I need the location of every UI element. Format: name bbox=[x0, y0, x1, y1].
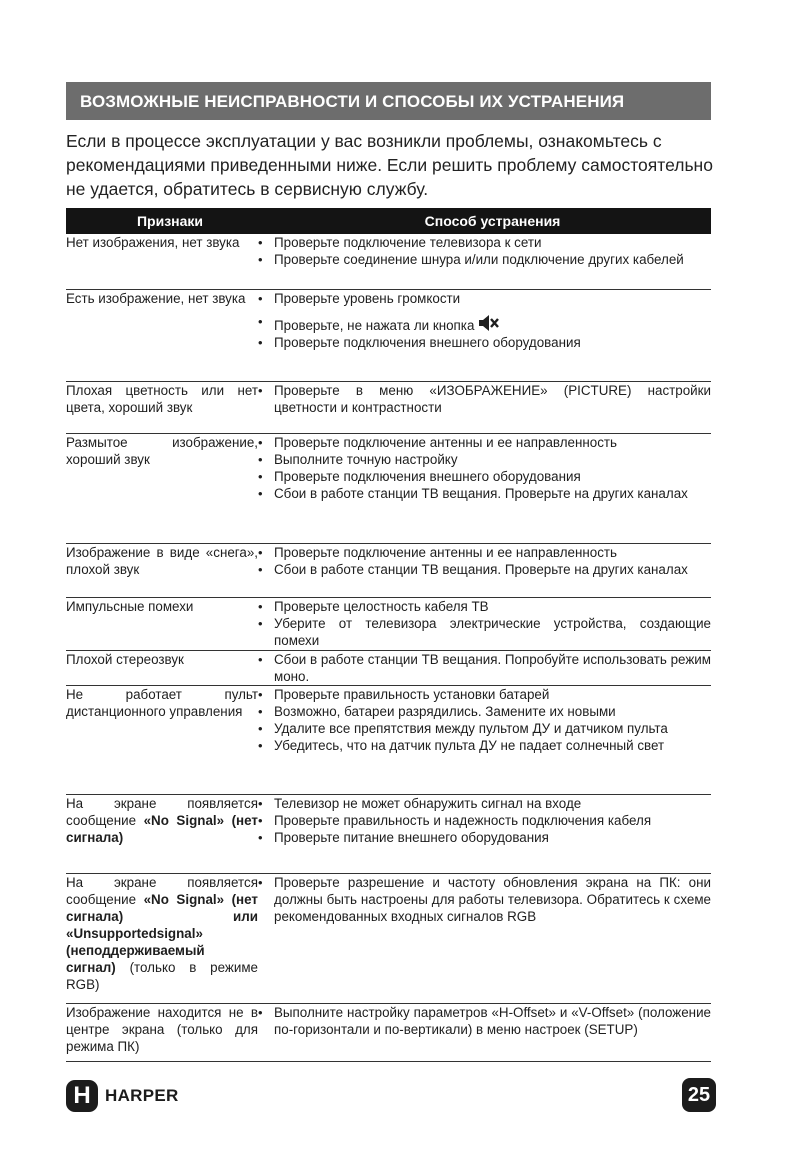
remedy-item: • Возможно, батареи разрядились. Замените их новыми bbox=[274, 703, 711, 720]
remedy-item: • Выполните настройку параметров «H-Offset» и «V-Offset» (положение по-горизонтали и по-вертикали) в меню настроек (SETUP) bbox=[274, 1004, 711, 1038]
table-row bbox=[66, 543, 711, 597]
table-row bbox=[66, 794, 711, 873]
logo-mark-icon: H bbox=[66, 1080, 98, 1112]
symptom-text: На экране появляется сообщение bbox=[66, 795, 258, 828]
symptom-cell bbox=[66, 794, 274, 873]
mute-icon bbox=[478, 313, 500, 333]
symptom-cell: Не работает пульт дистанционного управления bbox=[66, 685, 274, 794]
remedy-item: • Проверьте в меню «ИЗОБРАЖЕНИЕ» (PICTURE) настройки цветности и контрастности bbox=[274, 382, 711, 416]
symptom-text: (только в режиме RGB) bbox=[66, 959, 258, 992]
table-row bbox=[66, 433, 711, 543]
symptom-cell: Есть изображение, нет звука bbox=[66, 289, 274, 381]
symptom-cell: Плохая цветность или нет цвета, хороший звук bbox=[66, 381, 274, 433]
remedy-item: • Проверьте целостность кабеля ТВ bbox=[274, 598, 711, 615]
remedy-item: • Сбои в работе станции ТВ вещания. Попробуйте использовать режим моно. bbox=[274, 651, 711, 685]
remedy-item: • Проверьте подключения внешнего оборудования bbox=[274, 468, 711, 485]
symptom-cell: Изображение находится не в центре экрана (только для режима ПК) bbox=[66, 1003, 274, 1061]
section-title: ВОЗМОЖНЫЕ НЕИСПРАВНОСТИ И СПОСОБЫ ИХ УСТРАНЕНИЯ bbox=[66, 82, 711, 120]
symptom-cell: Размытое изображение, хороший звук bbox=[66, 433, 274, 543]
remedy-item: • Проверьте правильность и надежность подключения кабеля bbox=[274, 812, 711, 829]
remedy-item: • Проверьте подключение антенны и ее направленность bbox=[274, 434, 711, 451]
remedy-item: • Проверьте подключение телевизора к сети bbox=[274, 234, 711, 251]
table-row bbox=[66, 650, 711, 685]
remedy-item: • Проверьте разрешение и частоту обновления экрана на ПК: они должны быть настроены для работы телевизора. Обратитесь к схеме рекомендованных входных сигналов RGB bbox=[274, 874, 711, 925]
symptom-cell: Изображение в виде «снега», плохой звук bbox=[66, 543, 274, 597]
remedy-cell bbox=[274, 597, 711, 650]
header-symptoms: Признаки bbox=[66, 208, 274, 234]
brand-name: HARPER bbox=[105, 1086, 179, 1105]
remedy-cell bbox=[274, 650, 711, 685]
remedy-item: • Проверьте уровень громкости bbox=[274, 290, 711, 307]
remedy-cell bbox=[274, 794, 711, 873]
table-row bbox=[66, 289, 711, 381]
table-row bbox=[66, 873, 711, 1003]
remedy-item: • Телевизор не может обнаружить сигнал на входе bbox=[274, 795, 711, 812]
unsupported-signal-message: «No Signal» (нет сигнала) или «Unsupportedsignal» (неподдерживаемый сигнал) bbox=[66, 891, 258, 975]
remedy-item: • Уберите от телевизора электрические устройства, создающие помехи bbox=[274, 615, 711, 649]
table-row bbox=[66, 597, 711, 650]
symptom-text: На экране появляется сообщение bbox=[66, 874, 258, 907]
page-number: 25 bbox=[682, 1078, 716, 1112]
remedy-cell bbox=[274, 543, 711, 597]
remedy-cell bbox=[274, 1003, 711, 1061]
remedy-cell bbox=[274, 433, 711, 543]
harper-logo bbox=[66, 1080, 179, 1112]
remedy-item: • Проверьте подключения внешнего оборудования bbox=[274, 334, 711, 351]
table-row bbox=[66, 1003, 711, 1061]
symptom-cell: Импульсные помехи bbox=[66, 597, 274, 650]
no-signal-message: «No Signal» (нет сигнала) bbox=[66, 812, 258, 845]
remedy-item-mute bbox=[274, 313, 711, 334]
symptom-cell: Плохой стереозвук bbox=[66, 650, 274, 685]
remedy-item: • Убедитесь, что на датчик пульта ДУ не падает солнечный свет bbox=[274, 737, 711, 754]
remedy-item: • Сбои в работе станции ТВ вещания. Проверьте на других каналах bbox=[274, 561, 711, 578]
remedy-cell bbox=[274, 289, 711, 381]
table-row bbox=[66, 685, 711, 794]
remedy-item: • Проверьте соединение шнура и/или подключение других кабелей bbox=[274, 251, 711, 268]
remedy-cell bbox=[274, 685, 711, 794]
remedy-cell bbox=[274, 873, 711, 1003]
remedy-item: • Проверьте питание внешнего оборудования bbox=[274, 829, 711, 846]
remedy-item: • Сбои в работе станции ТВ вещания. Проверьте на других каналах bbox=[274, 485, 711, 502]
remedy-item: • Удалите все препятствия между пультом ДУ и датчиком пульта bbox=[274, 720, 711, 737]
remedy-cell bbox=[274, 381, 711, 433]
remedy-item: • Выполните точную настройку bbox=[274, 451, 711, 468]
intro-paragraph: Если в процессе эксплуатации у вас возникли проблемы, ознакомьтесь с рекомендациями приведенными ниже. Если решить проблему самостоятельно не удается, обратитесь в сервисную службу. bbox=[66, 131, 713, 199]
remedy-cell bbox=[274, 234, 711, 289]
table-row bbox=[66, 234, 711, 289]
table-row bbox=[66, 381, 711, 433]
troubleshooting-table bbox=[66, 208, 711, 1062]
symptom-cell: Нет изображения, нет звука bbox=[66, 234, 274, 289]
remedy-item: • Проверьте правильность установки батарей bbox=[274, 686, 711, 703]
remedy-text: Проверьте, не нажата ли кнопка bbox=[274, 317, 475, 333]
symptom-cell bbox=[66, 873, 274, 1003]
remedy-item: • Проверьте подключение антенны и ее направленность bbox=[274, 544, 711, 561]
header-remedy: Способ устранения bbox=[274, 208, 711, 234]
